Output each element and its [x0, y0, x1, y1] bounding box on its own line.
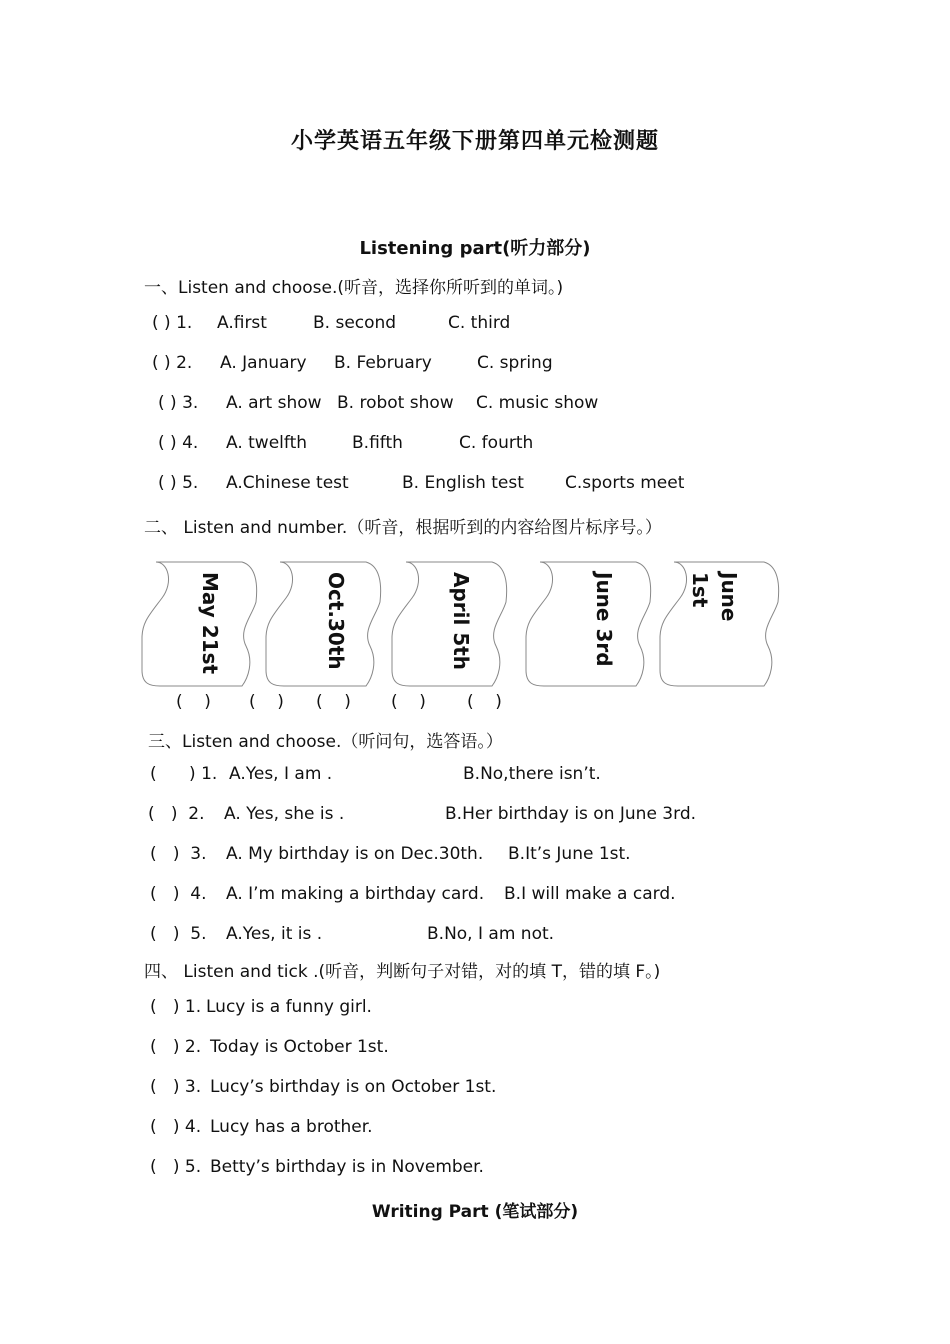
- item-number: ( ) 3.: [150, 1077, 202, 1097]
- option-a: A. I’m making a birthday card.: [226, 884, 485, 904]
- scroll-picture: [388, 558, 508, 690]
- item-number: ( ) 2.: [152, 353, 193, 373]
- item-number: ( ) 1.: [150, 764, 218, 784]
- statement-text: Lucy’s birthday is on October 1st.: [210, 1077, 497, 1097]
- answer-blank[interactable]: ( ): [316, 692, 351, 712]
- option-a: A. Yes, she is .: [224, 804, 345, 824]
- option-c: C. fourth: [459, 433, 534, 453]
- section1-heading: 一、Listen and choose.(听音，选择你所听到的单词。): [144, 278, 564, 298]
- item-number: ( ) 1.: [150, 997, 202, 1017]
- item-number: ( ) 5.: [158, 473, 199, 493]
- writing-part-title: Writing Part (笔试部分): [371, 1202, 579, 1222]
- option-b: B. second: [313, 313, 397, 333]
- page-title: 小学英语五年级下册第四单元检测题: [290, 129, 659, 154]
- option-b: B.No,there isn’t.: [463, 764, 601, 784]
- option-c: C. music show: [476, 393, 599, 413]
- item-number: ( ) 2.: [150, 1037, 202, 1057]
- option-a: A.Chinese test: [226, 473, 349, 493]
- listening-part-title: Listening part(听力部分): [359, 238, 591, 259]
- scroll-date-label: June: [717, 572, 741, 622]
- item-number: ( ) 3.: [150, 844, 207, 864]
- statement-text: Lucy is a funny girl.: [206, 997, 372, 1017]
- item-number: ( ) 5.: [150, 1157, 202, 1177]
- scroll-date-label: April 5th: [449, 572, 473, 671]
- option-b: B.Her birthday is on June 3rd.: [445, 804, 697, 824]
- option-c: C. spring: [477, 353, 553, 373]
- option-a: A. twelfth: [226, 433, 308, 453]
- option-c: C.sports meet: [565, 473, 685, 493]
- item-number: ( ) 4.: [158, 433, 199, 453]
- option-a: A. art show: [226, 393, 322, 413]
- section2-heading: 二、 Listen and number.（听音，根据听到的内容给图片标序号。）: [144, 518, 662, 538]
- scroll-date-label-second-line: 1st: [688, 572, 712, 608]
- option-b: B.fifth: [352, 433, 403, 453]
- statement-text: Today is October 1st.: [210, 1037, 389, 1057]
- scroll-date-label: Oct.30th: [324, 572, 348, 670]
- item-number: ( ) 4.: [150, 1117, 202, 1137]
- option-b: B. English test: [402, 473, 524, 493]
- statement-text: Betty’s birthday is in November.: [210, 1157, 484, 1177]
- item-number: ( ) 1.: [152, 313, 193, 333]
- answer-blank[interactable]: ( ): [467, 692, 502, 712]
- option-a: A.Yes, it is .: [226, 924, 323, 944]
- option-a: A. January: [220, 353, 307, 373]
- statement-text: Lucy has a brother.: [210, 1117, 373, 1137]
- item-number: ( ) 5.: [150, 924, 207, 944]
- scroll-picture: [262, 558, 382, 690]
- option-a: A.first: [217, 313, 267, 333]
- scroll-date-label: June 3rd: [592, 572, 616, 667]
- option-b: B.It’s June 1st.: [508, 844, 631, 864]
- item-number: ( ) 3.: [158, 393, 199, 413]
- section4-heading: 四、 Listen and tick .(听音，判断句子对错，对的填 T，错的填 F。): [144, 962, 661, 982]
- option-b: B. February: [334, 353, 432, 373]
- scroll-picture: [522, 558, 652, 690]
- item-number: ( ) 4.: [150, 884, 207, 904]
- option-b: B. robot show: [337, 393, 454, 413]
- answer-blank[interactable]: ( ): [249, 692, 284, 712]
- answer-blank[interactable]: ( ): [391, 692, 426, 712]
- answer-blank[interactable]: ( ): [176, 692, 211, 712]
- option-b: B.I will make a card.: [504, 884, 676, 904]
- option-a: A.Yes, I am .: [229, 764, 333, 784]
- option-c: C. third: [448, 313, 511, 333]
- item-number: ( ) 2.: [148, 804, 205, 824]
- option-b: B.No, I am not.: [427, 924, 555, 944]
- option-a: A. My birthday is on Dec.30th.: [226, 844, 484, 864]
- section3-heading: 三、Listen and choose.（听问句，选答语。）: [148, 732, 503, 752]
- scroll-date-label: May 21st: [198, 572, 222, 675]
